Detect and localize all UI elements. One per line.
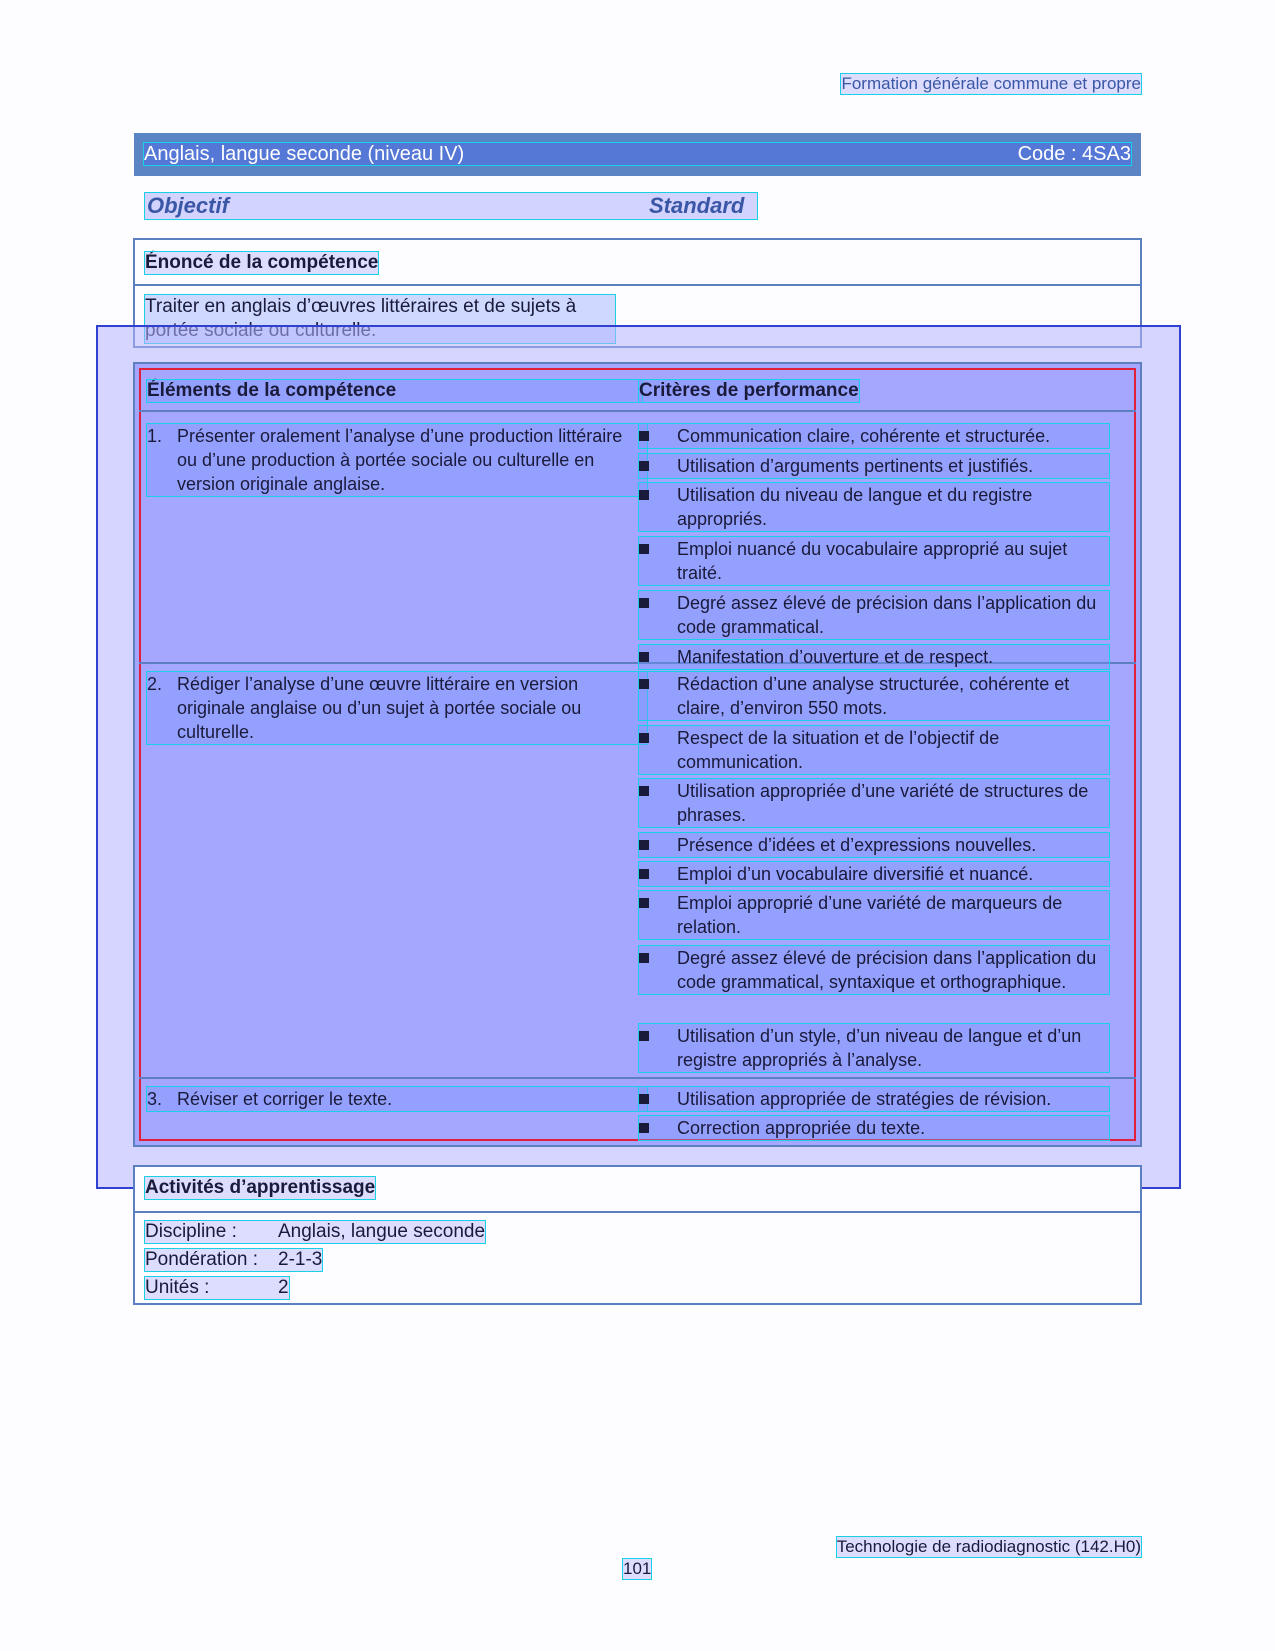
bullet-icon bbox=[639, 598, 649, 608]
ponderation-value: 2-1-3 bbox=[278, 1249, 323, 1270]
criterion: Degré assez élevé de précision dans l’application du code grammatical, syntaxique et orthographique. bbox=[639, 946, 1109, 994]
bullet-icon bbox=[639, 1031, 649, 1041]
bullet-icon bbox=[639, 786, 649, 796]
discipline-row bbox=[145, 1221, 485, 1243]
activites-heading: Activités d’apprentissage bbox=[145, 1177, 376, 1198]
criterion: Respect de la situation et de l’objectif de communication. bbox=[639, 726, 1109, 774]
element-number: 2. bbox=[147, 674, 163, 694]
element-number: 1. bbox=[147, 426, 163, 446]
ponderation-label: Pondération : bbox=[145, 1249, 259, 1270]
footer-program: Technologie de radiodiagnostic (142.H0) bbox=[836, 1537, 1141, 1556]
ponderation-row bbox=[145, 1249, 322, 1271]
criterion: Utilisation d’un style, d’un niveau de langue et d’un registre appropriés à l’analyse. bbox=[639, 1024, 1109, 1072]
criterion: Présence d’idées et d’expressions nouvelles. bbox=[639, 833, 1109, 857]
course-title: Anglais, langue seconde (niveau IV) bbox=[144, 143, 465, 165]
enonce-text: Traiter en anglais d’œuvres littéraires et de sujets à bbox=[145, 295, 615, 343]
bullet-icon bbox=[639, 679, 649, 689]
discipline-value: Anglais, langue seconde bbox=[278, 1221, 486, 1242]
bullet-icon bbox=[639, 652, 649, 662]
program-label: Formation générale commune et propre bbox=[841, 74, 1141, 93]
criterion: Utilisation appropriée d’une variété de structures de phrases. bbox=[639, 779, 1109, 827]
discipline-label: Discipline : bbox=[145, 1221, 237, 1242]
objective-standard-row bbox=[145, 193, 757, 219]
bullet-icon bbox=[639, 490, 649, 500]
criterion: Utilisation appropriée de stratégies de révision. bbox=[639, 1087, 1109, 1111]
bullet-icon bbox=[639, 869, 649, 879]
element-text: 3. Réviser et corriger le texte. bbox=[147, 1087, 647, 1111]
bullet-icon bbox=[639, 431, 649, 441]
criterion: Emploi nuancé du vocabulaire approprié au sujet traité. bbox=[639, 537, 1109, 585]
criterion: Correction appropriée du texte. bbox=[639, 1116, 1109, 1140]
bullet-icon bbox=[639, 1123, 649, 1133]
criteria-heading: Critères de performance bbox=[639, 380, 859, 401]
criterion: Emploi approprié d’une variété de marqueurs de relation. bbox=[639, 891, 1109, 939]
bullet-icon bbox=[639, 461, 649, 471]
bullet-icon bbox=[639, 1094, 649, 1104]
criterion: Rédaction d’une analyse structurée, cohérente et claire, d’environ 550 mots. bbox=[639, 672, 1109, 720]
criterion: Communication claire, cohérente et structurée. bbox=[639, 424, 1109, 448]
criterion: Degré assez élevé de précision dans l’application du code grammatical. bbox=[639, 591, 1109, 639]
course-title-bar bbox=[134, 133, 1141, 176]
unites-row bbox=[145, 1277, 289, 1299]
activites-box bbox=[133, 1165, 1142, 1305]
elements-table bbox=[133, 362, 1142, 1147]
course-code: Code : 4SA3 bbox=[1017, 143, 1131, 165]
page-number: 101 bbox=[623, 1559, 652, 1578]
element-row-2 bbox=[139, 662, 1136, 1079]
bullet-icon bbox=[639, 953, 649, 963]
bullet-icon bbox=[639, 840, 649, 850]
unites-label: Unités : bbox=[145, 1277, 210, 1298]
element-row-1 bbox=[139, 412, 1136, 667]
element-text: 1. Présenter oralement l’analyse d’une production littéraire ou d’une production à portée sociale ou culturelle en version originale anglaise. bbox=[147, 424, 647, 496]
enonce-heading: Énoncé de la compétence bbox=[145, 252, 379, 273]
bullet-icon bbox=[639, 544, 649, 554]
objectif-label: Objectif bbox=[147, 193, 229, 218]
bullet-icon bbox=[639, 898, 649, 908]
elements-heading: Éléments de la compétence bbox=[147, 380, 642, 402]
standard-label: Standard bbox=[649, 193, 745, 218]
unites-value: 2 bbox=[278, 1277, 289, 1298]
element-text: 2. Rédiger l’analyse d’une œuvre littéraire en version originale anglaise ou d’un sujet à portée sociale ou culturelle. bbox=[147, 672, 647, 744]
bullet-icon bbox=[639, 733, 649, 743]
criterion: Utilisation du niveau de langue et du registre appropriés. bbox=[639, 483, 1109, 531]
element-number: 3. bbox=[147, 1089, 163, 1109]
criterion: Utilisation d’arguments pertinents et justifiés. bbox=[639, 454, 1109, 478]
element-row-3 bbox=[139, 1077, 1136, 1141]
criterion: Manifestation d’ouverture et de respect. bbox=[639, 645, 1109, 669]
criterion: Emploi d’un vocabulaire diversifié et nuancé. bbox=[639, 862, 1109, 886]
